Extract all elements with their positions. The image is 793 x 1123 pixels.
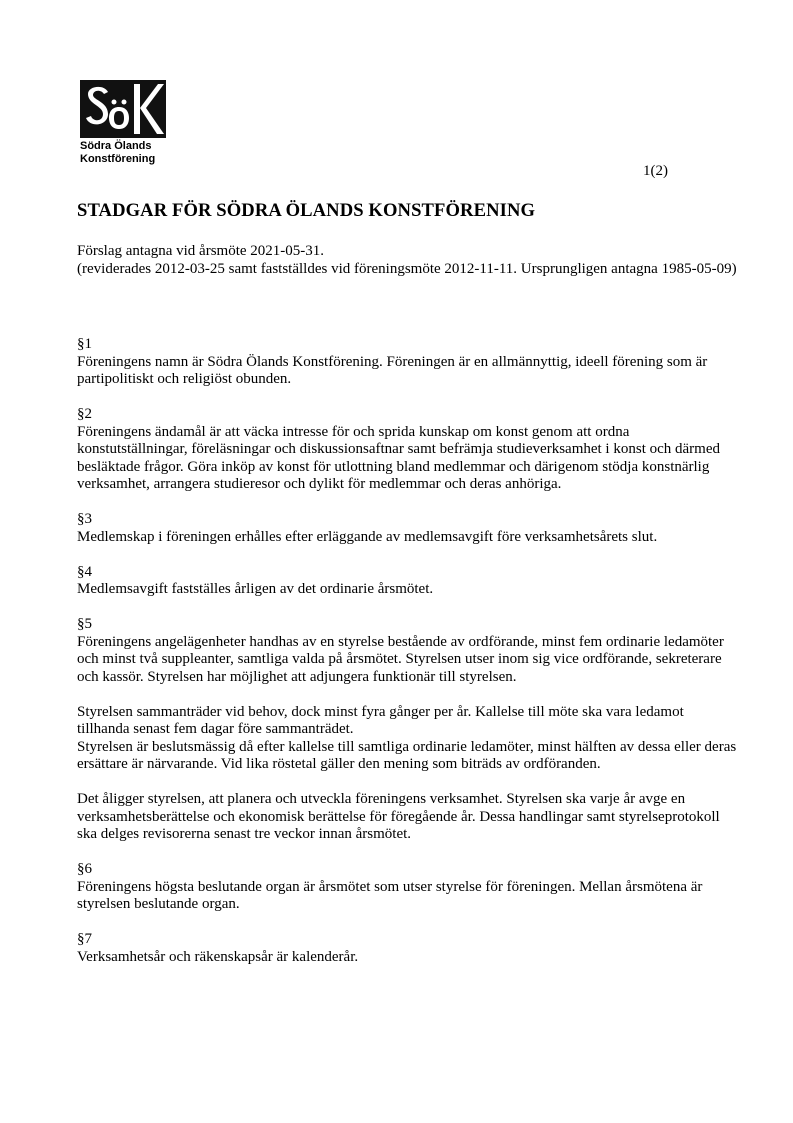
section-3 (77, 511, 737, 546)
section-text: Föreningens namn är Södra Ölands Konstförening. Föreningen är en allmännyttig, ideell förening som är partipolitiskt och religiöst obunden. (77, 353, 708, 387)
section-6 (77, 861, 737, 914)
section-label: §3 (77, 511, 92, 527)
logo-line-2: Konstförening (80, 153, 156, 165)
section-text: Föreningens högsta beslutande organ är årsmötet som utser styrelse för föreningen. Mellan årsmötena är styrelsen beslutande organ. (77, 878, 703, 912)
intro (77, 243, 737, 278)
section-label: §5 (77, 616, 92, 632)
section-1 (77, 336, 737, 389)
section-text: Det åligger styrelsen, att planera och utveckla föreningens verksamhet. Styrelsen ska varje år avge en verksamhetsberättelse och ekonomisk berättelse för föregående år. Dessa handlingar samt styrelseprotokoll ska delges revisorerna senast tre veckor innan årsmötet. (77, 791, 720, 842)
document-title: STADGAR FÖR SÖDRA ÖLANDS KONSTFÖRENING (77, 200, 536, 221)
sections (77, 336, 737, 984)
section-label: §4 (77, 563, 92, 580)
section-text: Styrelsen sammanträder vid behov, dock minst fyra gånger per år. Kallelse till möte ska vara ledamot tillhanda senast fem dagar före sammanträdet. (77, 703, 684, 737)
sok-logo-mark (80, 80, 166, 138)
section-4 (77, 564, 737, 599)
section-5-meetings (77, 704, 737, 774)
section-text: Medlemskap i föreningen erhålles efter erläggande av medlemsavgift före verksamhetsårets slut. (77, 528, 658, 545)
section-text: Föreningens ändamål är att väcka intresse för och sprida kunskap om konst genom att ordna konstutställningar, föreläsningar och diskussionsaftnar samt befrämja studieverksamhet i konst och därmed besläktade frågor. Göra inköp av konst för utlottning bland medlemmar och därigenom stödja konstnärlig verksamhet, arrangera studieresor och dylikt för medlemmar och deras anhöriga. (77, 423, 720, 492)
logo (80, 80, 170, 166)
section-5-duties (77, 791, 737, 844)
logo-text (80, 140, 170, 166)
section-text: Styrelsen är beslutsmässig då efter kallelse till samtliga ordinarie ledamöter, minst hälften av dessa eller deras ersättare är närvarande. Vid lika röstetal gäller den mening som biträds av ordföranden. (77, 738, 737, 772)
section-label: §2 (77, 406, 92, 422)
section-text: Föreningens angelägenheter handhas av en styrelse bestående av ordförande, minst fem ordinarie ledamöter och minst två suppleanter, samtliga valda på årsmötet. Styrelsen utser inom sig vice ordförande, sekreterare och kassör. Styrelsen har möjlighet att adjungera funktionär till styrelsen. (77, 633, 724, 685)
section-label: §6 (77, 861, 92, 877)
section-5 (77, 616, 737, 686)
section-7 (77, 931, 737, 966)
page-number: 1(2) (643, 163, 668, 179)
section-text: Medlemsavgift fastställes årligen av det ordinarie årsmötet. (77, 581, 434, 597)
section-text: Verksamhetsår och räkenskapsår är kalenderår. (77, 948, 359, 965)
logo-line-1: Södra Ölands (80, 140, 152, 152)
section-label: §7 (77, 931, 92, 947)
intro-line: (reviderades 2012-03-25 samt fastställdes vid föreningsmöte 2012-11-11. Ursprungligen antagna 1985-05-09) (77, 260, 737, 277)
section-2 (77, 406, 737, 494)
section-label: §1 (77, 336, 92, 352)
intro-line: Förslag antagna vid årsmöte 2021-05-31. (77, 243, 325, 259)
